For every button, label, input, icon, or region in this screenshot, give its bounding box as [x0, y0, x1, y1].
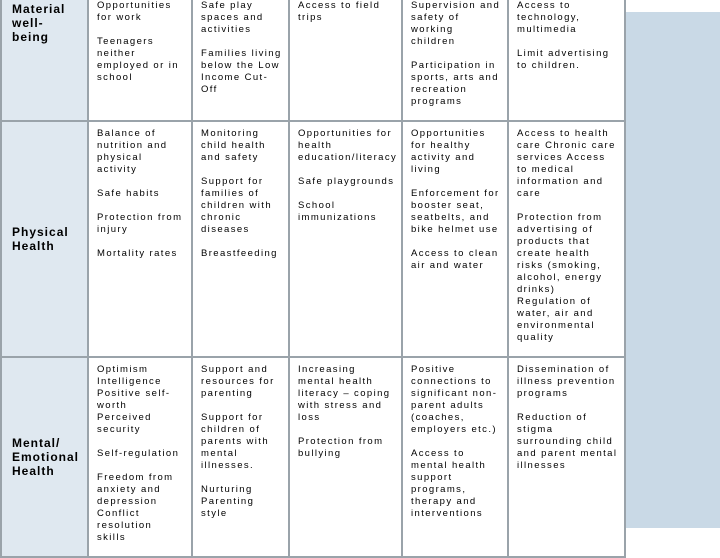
table-cell [88, 0, 192, 121]
table-cell [88, 357, 192, 557]
table-cell [289, 357, 402, 557]
list-item: Increasing mental health literacy – coping with stress and loss [298, 364, 391, 423]
table-cell [289, 0, 402, 121]
table-cell [192, 357, 289, 557]
list-item: Nurturing Parenting style [201, 484, 255, 519]
table-row [1, 357, 625, 557]
list-item: Safe habits [97, 188, 160, 199]
table-cell [88, 121, 192, 357]
category-cell [1, 121, 88, 357]
table-cell [402, 0, 508, 121]
list-item: Enforcement for booster seat, seatbelts, and bike helmet use [411, 188, 500, 235]
list-item: Self-regulation [97, 448, 180, 459]
category-label: Physical Health [12, 225, 69, 253]
category-label: Material well-being [12, 2, 66, 44]
list-item: Supervision and safety of working children [411, 0, 501, 47]
list-item: Balance of nutrition and physical activity [97, 128, 168, 175]
list-item: Teenagers neither employed or in school [97, 36, 179, 83]
list-item: Access to technology, multimedia [517, 0, 581, 35]
table-cell [192, 121, 289, 357]
table-cell [289, 121, 402, 357]
list-item: Support for families of children with chronic diseases [201, 176, 273, 235]
table-cell [402, 121, 508, 357]
list-item: Mortality rates [97, 248, 178, 259]
table-cell [508, 0, 625, 121]
list-item: Support for children of parents with mental illnesses. [201, 412, 270, 471]
list-item: Access to mental health support programs, therapy and interventions [411, 448, 487, 519]
list-item: Limit advertising to children. [517, 48, 610, 71]
table-cell [402, 357, 508, 557]
table-cell [508, 357, 625, 557]
list-item: Opportunities for work [97, 0, 172, 23]
list-item: Positive connections to significant non-parent adults (coaches, employers etc.) [411, 364, 498, 435]
table-cell [508, 121, 625, 357]
category-cell [1, 357, 88, 557]
list-item: Safe playgrounds [298, 176, 395, 187]
list-item: Opportunities for health education/literacy [298, 128, 398, 163]
table-cell [192, 0, 289, 121]
list-item: Protection from bullying [298, 436, 384, 459]
list-item: Dissemination of illness prevention programs [517, 364, 616, 399]
list-item: Families living below the Low Income Cut-Off [201, 48, 282, 95]
list-item: Opportunities for healthy activity and living [411, 128, 486, 175]
list-item: Access to field trips [298, 0, 381, 23]
list-item: Monitoring child health and safety [201, 128, 266, 163]
list-item: Participation in sports, arts and recreation programs [411, 60, 499, 107]
category-cell [1, 0, 88, 121]
list-item: Protection from advertising of products that create health risks (smoking, alcohol, energy drinks) Regulation of water, air and environmental quality [517, 212, 603, 343]
list-item: Protection from injury [97, 212, 183, 235]
table-row [1, 0, 625, 121]
list-item: Optimism Intelligence Positive self-worth Perceived security [97, 364, 171, 435]
category-label: Mental/ Emotional Health [12, 436, 80, 478]
table-row [1, 121, 625, 357]
list-item: School immunizations [298, 200, 377, 223]
list-item: Breastfeeding [201, 248, 278, 259]
list-item: Access to health care Chronic care services Access to medical information and care [517, 128, 616, 199]
list-item: Safe play spaces and activities [201, 0, 264, 35]
list-item: Reduction of stigma surrounding child and parent mental illnesses [517, 412, 618, 471]
list-item: Access to clean air and water [411, 248, 499, 271]
list-item: Freedom from anxiety and depression Conflict resolution skills [97, 472, 174, 543]
list-item: Support and resources for parenting [201, 364, 275, 399]
